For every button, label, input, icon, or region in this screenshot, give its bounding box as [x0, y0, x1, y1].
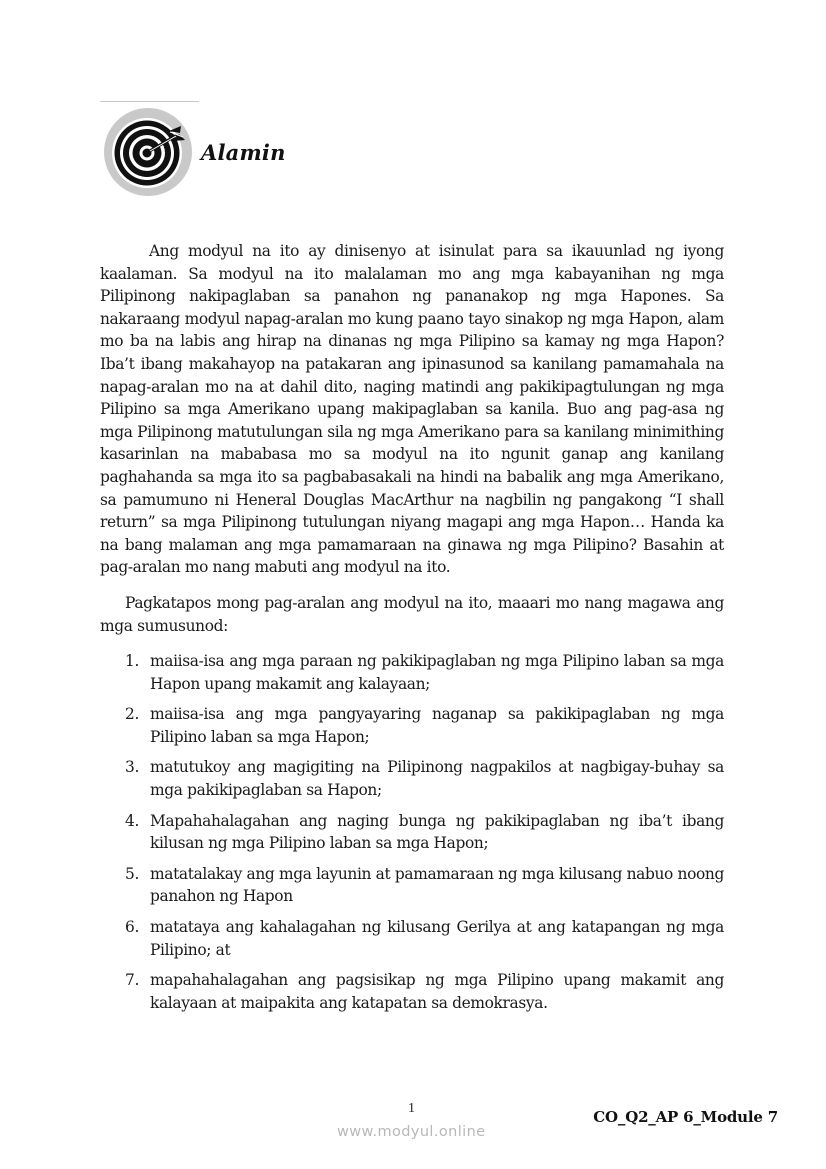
objective-number: 6. — [125, 918, 139, 937]
objective-item — [100, 756, 724, 801]
objectives-lead-paragraph: Pagkatapos mong pag-aralan ang modyul na ito, maaari mo nang magawa ang mga sumusunod: — [100, 593, 724, 635]
objective-number: 4. — [125, 811, 139, 830]
watermark-link[interactable]: www.modyul.online — [337, 1124, 486, 1140]
objective-text: maiisa-isa ang mga pangyayaring naganap sa pakikipaglaban ng mga Pilipino laban sa mga Hapon; — [150, 705, 724, 746]
header-divider — [100, 101, 199, 102]
objective-item — [100, 810, 724, 855]
objective-item — [100, 703, 724, 748]
objective-number: 3. — [125, 758, 139, 777]
objective-text: matutukoy ang magigiting na Pilipinong nagpakilos at nagbigay-buhay sa mga pakikipaglaban sa Hapon; — [150, 758, 724, 800]
objective-item — [100, 650, 724, 695]
objective-text: matatalakay ang mga layunin at pamamaraan ng mga kilusang nabuo noong panahon ng Hapon — [150, 864, 724, 906]
objective-text: matataya ang kahalagahan ng kilusang Gerilya at ang katapangan ng mga Pilipino; at — [150, 918, 724, 959]
target-bullseye-icon — [103, 107, 193, 197]
objective-text: mapahahalagahan ang pagsisikap ng mga Pilipino upang makamit ang kalayaan at maipakita ang katapatan sa demokrasya. — [150, 971, 724, 1012]
objective-number: 5. — [125, 864, 139, 883]
objective-number: 2. — [125, 705, 139, 724]
objective-item — [100, 863, 724, 908]
section-header — [103, 106, 286, 198]
objective-number: 7. — [125, 971, 139, 990]
objective-item — [100, 916, 724, 961]
objective-text: Mapahahalagahan ang naging bunga ng pakikipaglaban ng iba’t ibang kilusan ng mga Pilipino laban sa mga Hapon; — [150, 811, 724, 853]
page-number: 1 — [408, 1101, 415, 1116]
intro-paragraph: Ang modyul na ito ay dinisenyo at isinulat para sa ikauunlad ng iyong kaalaman. Sa modyul na ito malalaman mo ang mga kabayanihan ng mga Pilipinong nakipaglaban sa panahon ng pananakop ng mga Hapones. Sa nakaraang modyul napag-aralan mo kung paano tayo sinakop ng mga Hapon, alam mo ba na labis ang hirap na dinanas ng mga Pilipino sa kamay ng mga Hapon? Iba’t ibang makahayop na patakaran ang ipinasunod sa kanilang pamamahala na napag-aralan mo na at dahil dito, naging matindi ang pakikipagtulungan ng mga Pilipino sa mga Amerikano upang makipaglaban sa kanila. Buo ang pag-asa ng mga Pilipinong matutulungan sila ng mga Amerikano para sa kanilang minimithing kasarinlan na mababasa mo sa modyul na ito ngunit ganap ang kanilang paghahanda sa mga ito sa pagbabasakali na hindi na babalik ang mga Amerikano, sa pamumuno ni Heneral Douglas MacArthur na nagbilin ng pangakong “I shall return” sa mga Pilipinong tutulungan niyang magapi ang mga Hapon… Handa ka na bang malaman ang mga pamamaraan na ginawa ng mga Pilipino? Basahin at pag-aralan mo nang mabuti ang modyul na ito. — [100, 242, 724, 577]
objective-number: 1. — [125, 652, 139, 671]
objectives-list — [100, 650, 724, 1014]
objective-item — [100, 969, 724, 1014]
objective-text: maiisa-isa ang mga paraan ng pakikipaglaban ng mga Pilipino laban sa mga Hapon upang makamit ang kalayaan; — [150, 652, 724, 693]
module-code: CO_Q2_AP 6_Module 7 — [593, 1108, 778, 1126]
section-title: Alamin — [201, 139, 286, 165]
module-content — [100, 240, 724, 1022]
